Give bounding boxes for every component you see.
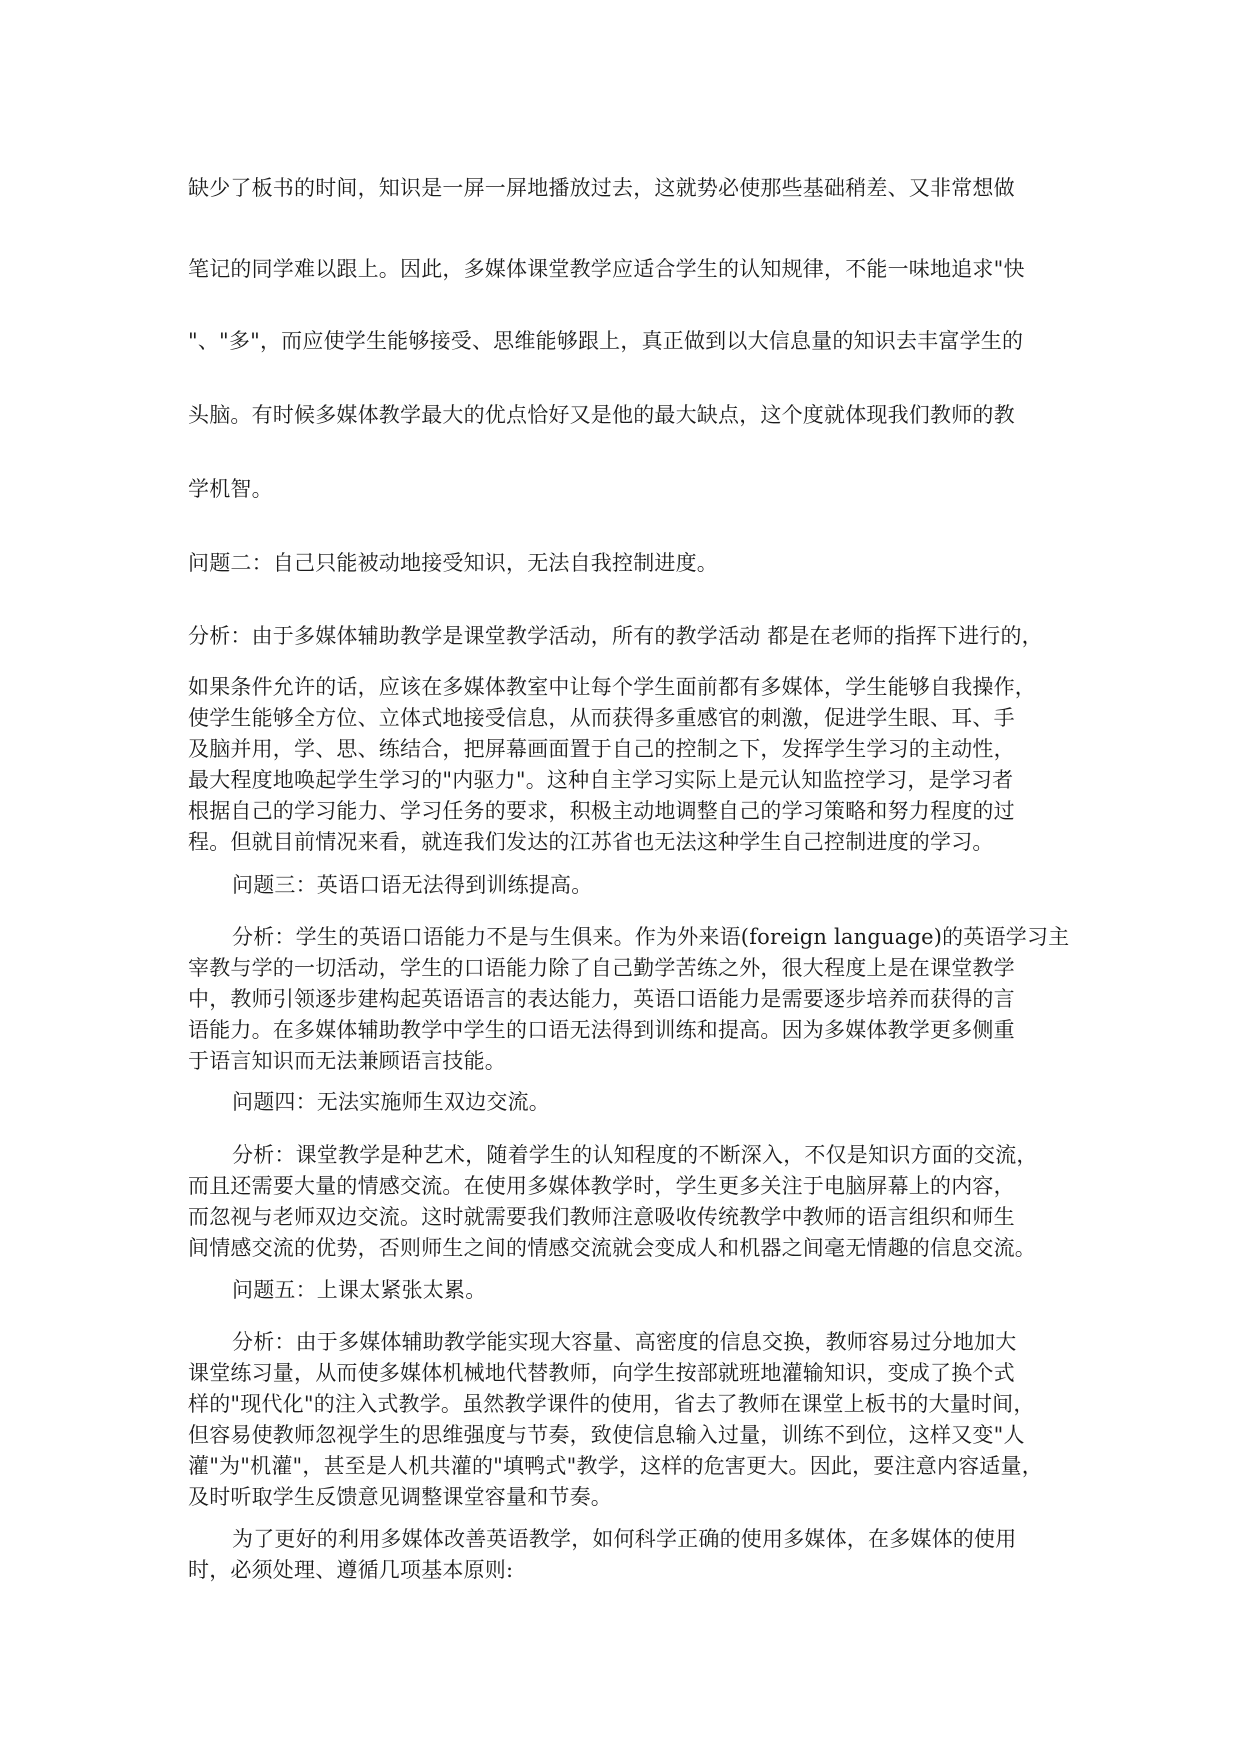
text-line: 笔记的同学难以跟上。因此，多媒体课堂教学应适合学生的认知规律，不能一味地追求"快 xyxy=(188,257,1025,281)
text-line: 但容易使教师忽视学生的思维强度与节奏，致使信息输入过量，训练不到位，这样又变"人 xyxy=(188,1423,1025,1447)
text-line: 灌"为"机灌"，甚至是人机共灌的"填鸭式"教学，这样的危害更大。因此，要注意内容适量， xyxy=(188,1454,1043,1478)
text-line: 分析：课堂教学是种艺术，随着学生的认知程度的不断深入，不仅是知识方面的交流， xyxy=(232,1143,1038,1167)
text-line: 课堂练习量，从而使多媒体机械地代替教师，向学生按部就班地灌输知识，变成了换个式 xyxy=(188,1361,1015,1385)
text-line: 为了更好的利用多媒体改善英语教学，如何科学正确的使用多媒体，在多媒体的使用 xyxy=(232,1527,1017,1551)
text-line: "、"多"，而应使学生能够接受、思维能够跟上，真正做到以大信息量的知识去丰富学生的 xyxy=(188,329,1024,353)
text-line: 时，必须处理、遵循几项基本原则: xyxy=(188,1558,514,1582)
text-line: 问题四：无法实施师生双边交流。 xyxy=(232,1090,550,1114)
text-line: 样的"现代化"的注入式教学。虽然教学课件的使用，省去了教师在课堂上板书的大量时间， xyxy=(188,1392,1035,1416)
text-line: 如果条件允许的话，应该在多媒体教室中让每个学生面前都有多媒体，学生能够自我操作， xyxy=(188,675,1036,699)
text-line: 于语言知识而无法兼顾语言技能。 xyxy=(188,1049,506,1073)
text-line: 而忽视与老师双边交流。这时就需要我们教师注意吸收传统教学中教师的语言组织和师生 xyxy=(188,1205,1015,1229)
text-line: 间情感交流的优势，否则师生之间的情感交流就会变成人和机器之间毫无情趣的信息交流。 xyxy=(188,1236,1036,1260)
text-line: 分析：学生的英语口语能力不是与生俱来。作为外来语(foreign language)的英语学习主 xyxy=(232,925,1070,949)
text-line: 分析：由于多媒体辅助教学是课堂教学活动，所有的教学活动 都是在老师的指挥下进行的， xyxy=(188,624,1043,648)
text-line: 学机智。 xyxy=(188,477,273,501)
text-line: 中，教师引领逐步建构起英语语言的表达能力，英语口语能力是需要逐步培养而获得的言 xyxy=(188,987,1015,1011)
text-line: 分析：由于多媒体辅助教学能实现大容量、高密度的信息交换，教师容易过分地加大 xyxy=(232,1330,1017,1354)
text-line: 问题三：英语口语无法得到训练提高。 xyxy=(232,873,593,897)
text-line: 问题二：自己只能被动地接受知识，无法自我控制进度。 xyxy=(188,551,718,575)
text-line: 及时听取学生反馈意见调整课堂容量和节奏。 xyxy=(188,1485,612,1509)
text-line: 语能力。在多媒体辅助教学中学生的口语无法得到训练和提高。因为多媒体教学更多侧重 xyxy=(188,1018,1015,1042)
text-line: 及脑并用，学、思、练结合，把屏幕画面置于自己的控制之下，发挥学生学习的主动性， xyxy=(188,737,1015,761)
text-line: 而且还需要大量的情感交流。在使用多媒体教学时，学生更多关注于电脑屏幕上的内容， xyxy=(188,1174,1015,1198)
text-line: 使学生能够全方位、立体式地接受信息，从而获得多重感官的刺激，促进学生眼、耳、手 xyxy=(188,706,1015,730)
text-line: 头脑。有时候多媒体教学最大的优点恰好又是他的最大缺点，这个度就体现我们教师的教 xyxy=(188,403,1015,427)
text-line: 程。但就目前情况来看，就连我们发达的江苏省也无法这种学生自己控制进度的学习。 xyxy=(188,830,994,854)
text-line: 宰教与学的一切活动，学生的口语能力除了自己勤学苦练之外，很大程度上是在课堂教学 xyxy=(188,956,1015,980)
text-line: 根据自己的学习能力、学习任务的要求，积极主动地调整自己的学习策略和努力程度的过 xyxy=(188,799,1015,823)
text-line: 最大程度地唤起学生学习的"内驱力"。这种自主学习实际上是元认知监控学习，是学习者 xyxy=(188,768,1014,792)
text-line: 问题五：上课太紧张太累。 xyxy=(232,1278,487,1302)
text-line: 缺少了板书的时间，知识是一屏一屏地播放过去，这就势必使那些基础稍差、又非常想做 xyxy=(188,176,1015,200)
